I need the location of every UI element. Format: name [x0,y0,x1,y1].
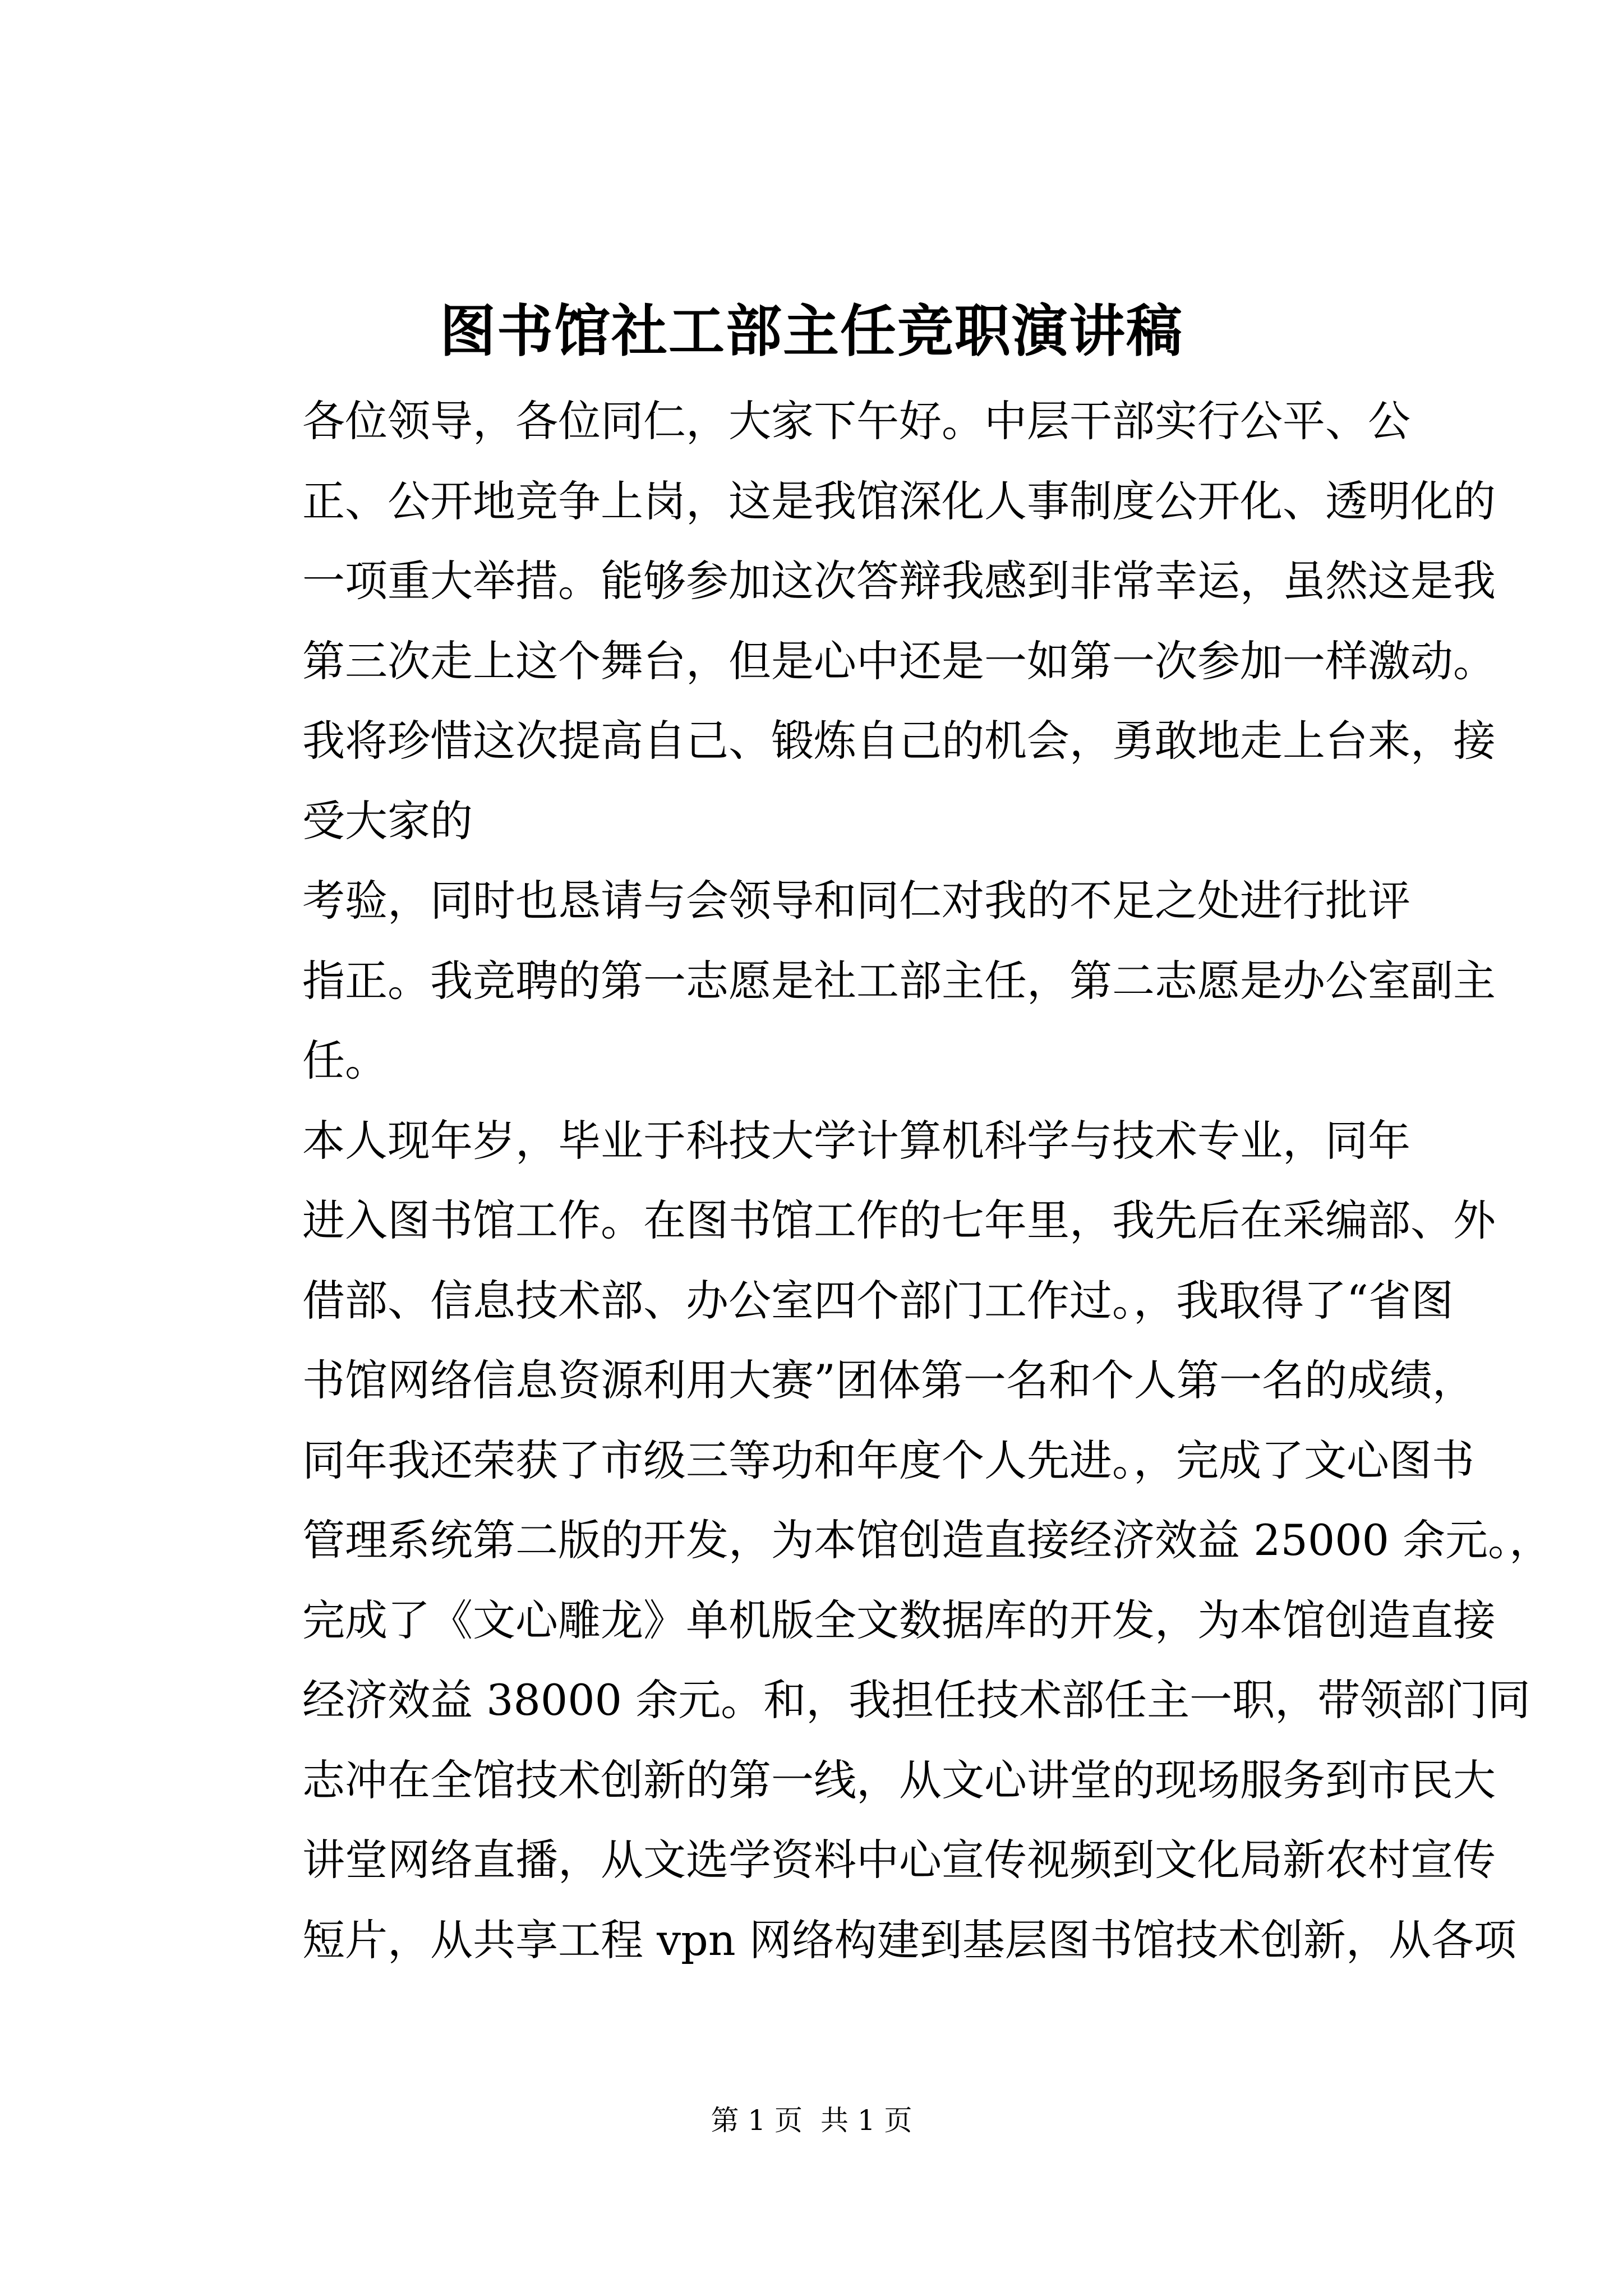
text-line: 正、公开地竞争上岗，这是我馆深化人事制度公开化、透明化的 [302,476,1496,526]
text-line: 借部、信息技术部、办公室四个部门工作过。，我取得了“省图 [302,1275,1454,1326]
paragraph-2 [217,861,1496,1101]
text-line: 指正。我竞聘的第一志愿是社工部主任，第二志愿是办公室副主 [302,955,1496,1006]
text-line: 讲堂网络直播，从文选学资料中心宣传视频到文化局新农村宣传 [302,1835,1496,1885]
page-total: 共 1 页 [820,2104,912,2137]
page-number: 第 1 页 [711,2104,803,2137]
text-line: 短片，从共享工程 vpn 网络构建到基层图书馆技术创新，从各项 [302,1915,1516,1965]
text-line: 本人现年岁，毕业于科技大学计算机科学与技术专业，同年 [302,1115,1410,1166]
text-line: 考验，同时也恳请与会领导和同仁对我的不足之处进行批评 [302,876,1410,926]
page-footer [0,2098,1623,2143]
text-line: 一项重大举措。能够参加这次答辩我感到非常幸运，虽然这是我 [302,556,1496,606]
text-line: 我将珍惜这次提高自己、锻炼自己的机会，勇敢地走上台来，接 [302,716,1496,766]
text-line: 各位领导，各位同仁，大家下午好。中层干部实行公平、公 [302,396,1410,446]
document-body [217,381,1552,1980]
document-title: 图书馆社工部主任竞职演讲稿 [440,298,1183,364]
text-line: 受大家的 [302,795,473,846]
text-line: 经济效益 38000 余元。和，我担任技术部任主一职，带领部门同 [302,1675,1531,1725]
text-line: 第三次走上这个舞台，但是心中还是一如第一次参加一样激动。 [302,636,1496,686]
text-line: 任。 [302,1036,388,1085]
paragraph-3 [217,1101,1552,1981]
text-line: 管理系统第二版的开发，为本馆创造直接经济效益 25000 余元。， [302,1515,1552,1565]
text-line: 进入图书馆工作。在图书馆工作的七年里，我先后在采编部、外 [302,1195,1496,1245]
text-line: 完成了《文心雕龙》单机版全文数据库的开发，为本馆创造直接 [302,1595,1496,1645]
text-line: 书馆网络信息资源利用大赛”团体第一名和个人第一名的成绩， [302,1355,1475,1405]
text-line: 志冲在全馆技术创新的第一线，从文心讲堂的现场服务到市民大 [302,1755,1496,1805]
paragraph-1 [217,381,1496,861]
text-line: 同年我还荣获了市级三等功和年度个人先进。，完成了文心图书 [302,1435,1474,1485]
